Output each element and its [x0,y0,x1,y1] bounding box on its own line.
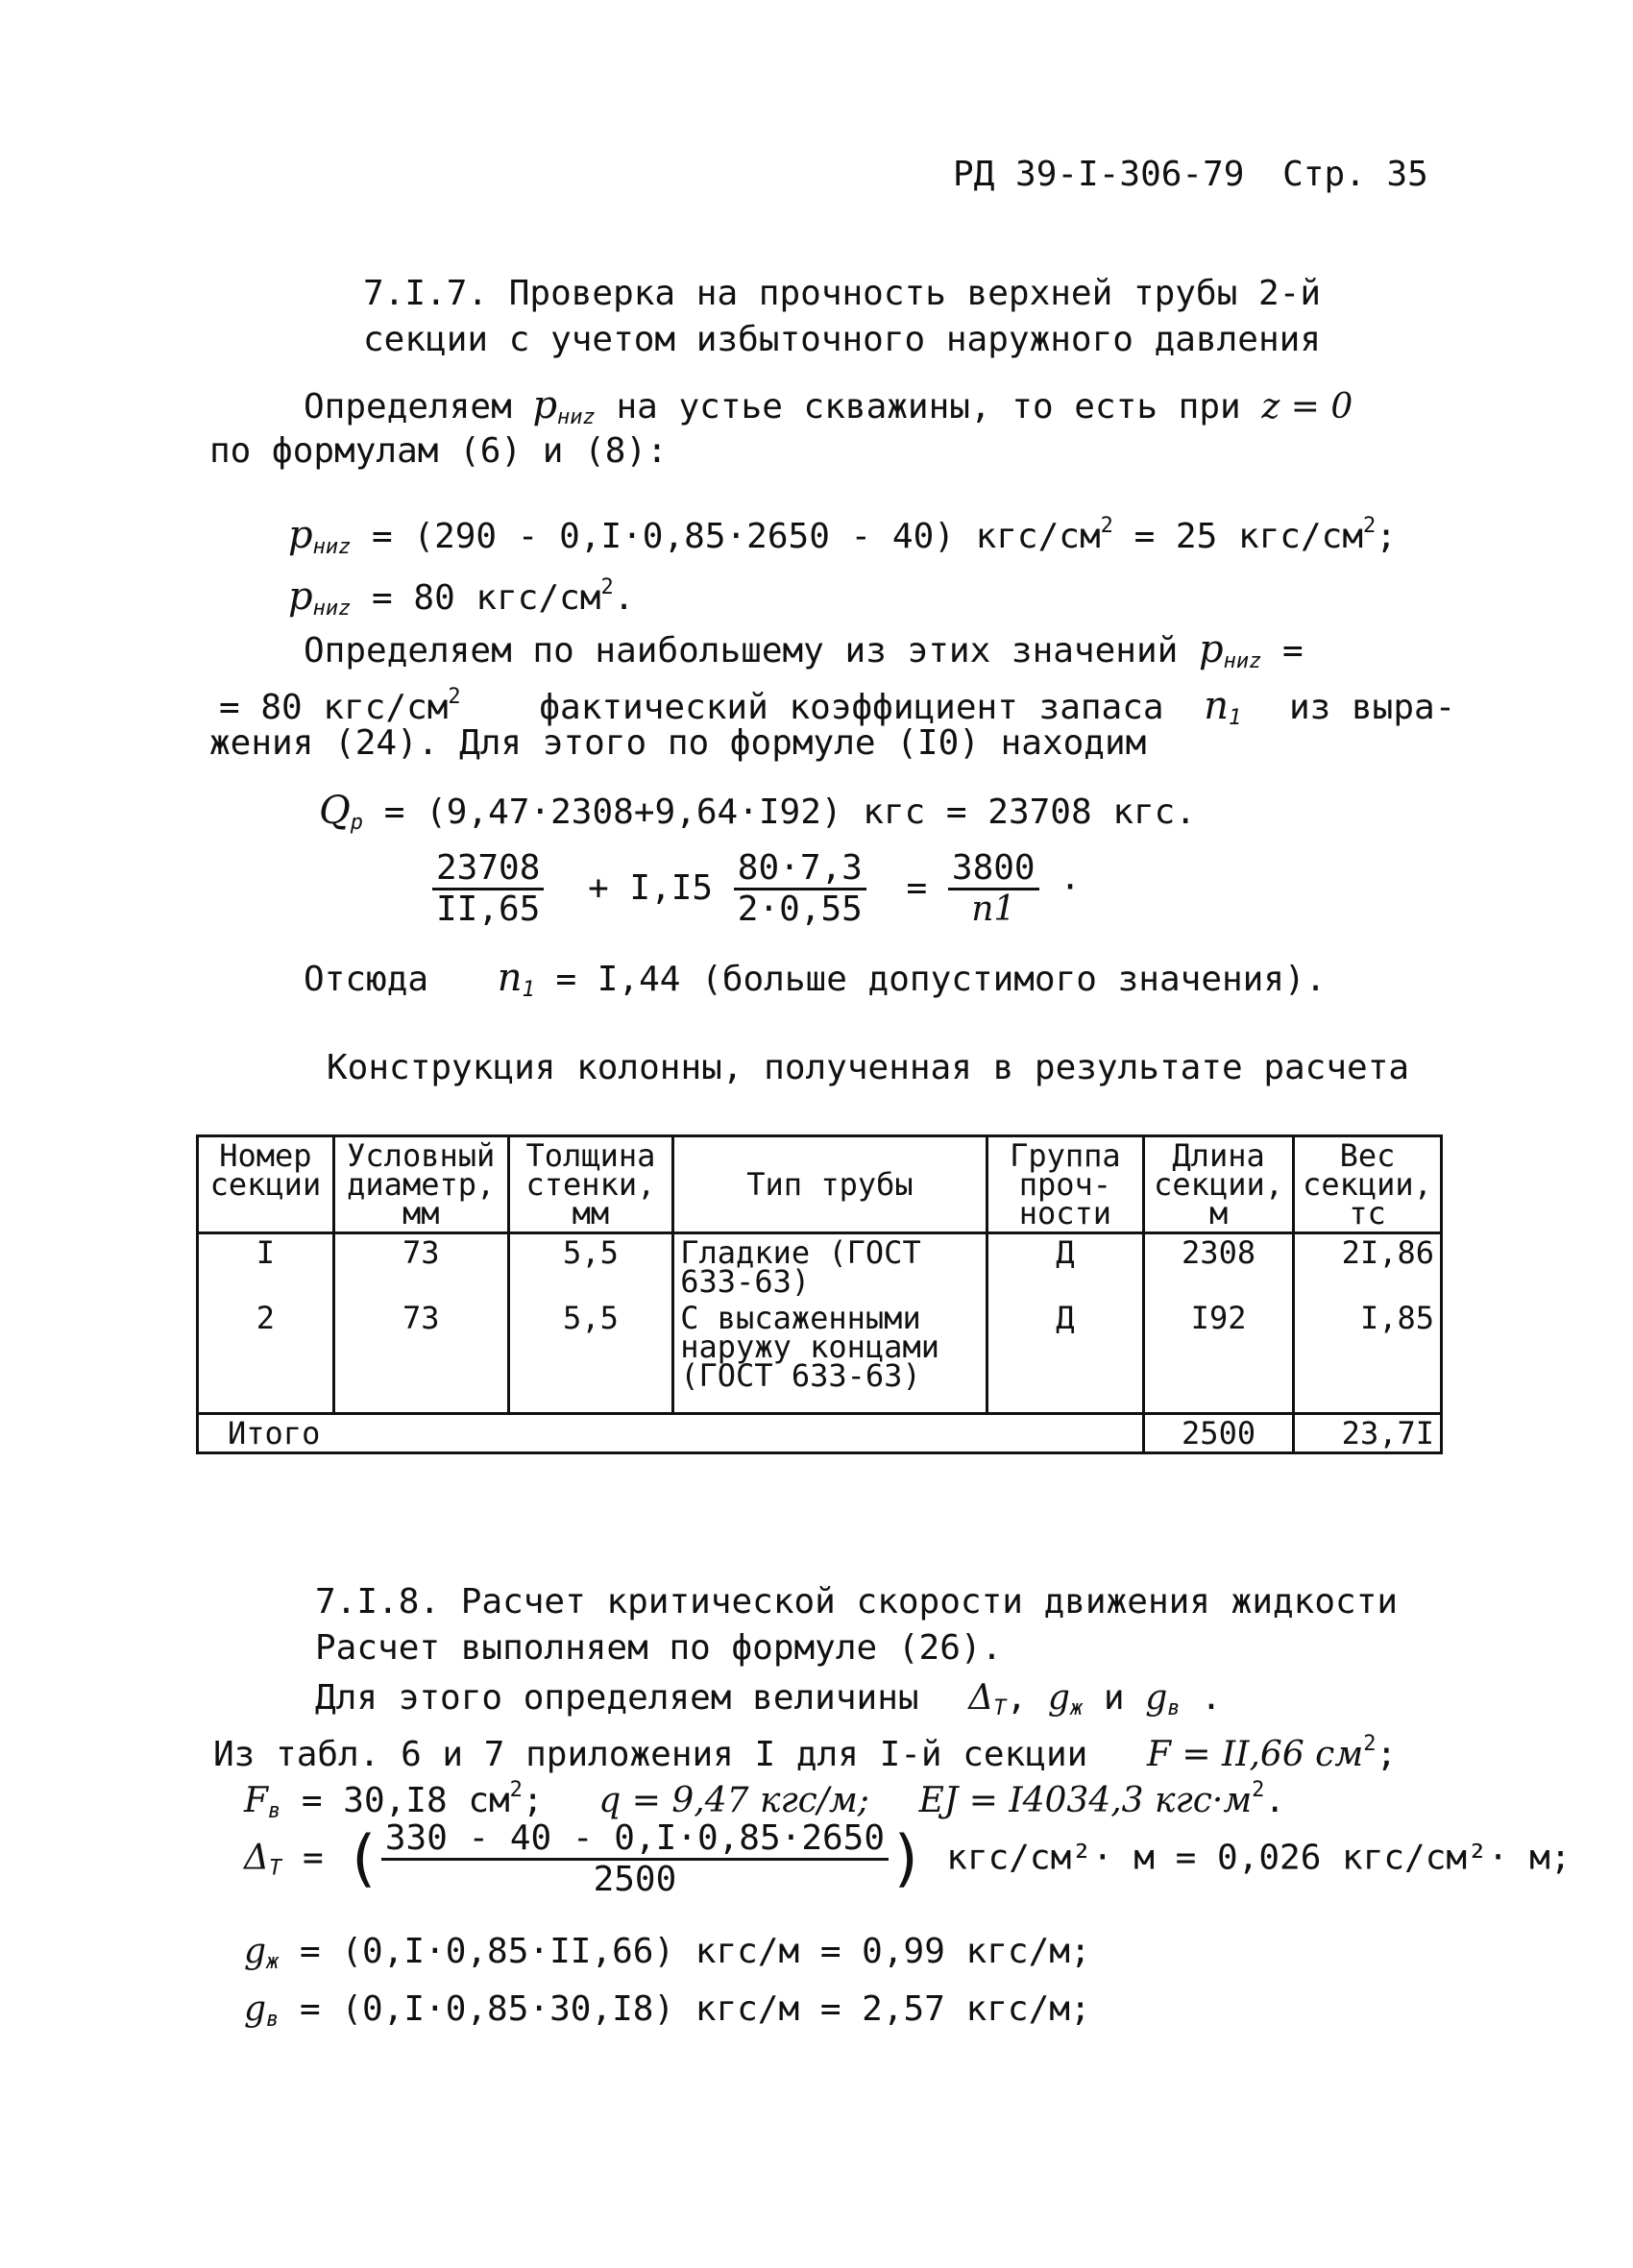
header-nominal-diameter: Условный диаметр, мм [333,1136,508,1233]
paragraph-safety-factor: = 80 кгс/$см^2$ фактический коэффициент запаса $n_1$ из выра- [219,684,1456,730]
table-row: 2 73 5,5 С высаженными наружу концами (ГОСТ 633-63) Д I92 I,85 [198,1300,1442,1413]
total-length: 2500 [1144,1413,1294,1452]
formula-delta-t: $\Delta_T$ = ( $\frac{330 - 40 - 0,I\cdot 0,85\cdot 2650}{2500}$ ) кгс/см²· м = 0,026 кгс/см²· м; [244,1818,1572,1899]
fraction-delta-t: $\frac{330 - 40 - 0,I\cdot 0,85\cdot 2650}{2500}$ [381,1819,889,1899]
formula-g-water: $g_в = (0,I\cdot 0,85\cdot 30,I8) кгс/м = 2,57$ кгс/м; [244,1989,1091,2032]
section-718-line4: $F_в = 30,I8$ $см^2$; q = 9,47 кгс/м; EJ = I4034,3 $кгс\cdot м^2$. [244,1778,1286,1823]
paragraph-formulas-ref: по формулам (6) и (8): [209,431,668,471]
formula-g-liquid: $g_ж = (0,I\cdot 0,85\cdot II,66) кгс/м = 0,99$ кгс/м; [244,1932,1091,1974]
header-wall-thickness: Толщина стенки, мм [508,1136,673,1233]
section-718-title: 7.I.8. Расчет критической скорости движения жидкости [315,1582,1399,1622]
section-718-line1: Расчет выполняем по формуле (26). [315,1628,1003,1668]
paragraph-greatest-value: Определяем по наибольшему из этих значений $p_{ниz}$ = [304,627,1304,673]
header-section-number: Номер секции [198,1136,334,1233]
paragraph-determine-pressure: Определяем $p_{ниz}$ на устье скважины, то есть при z = 0 [304,383,1353,429]
paragraph-expression-24: жения (24). Для этого по формуле (I0) находим [209,723,1147,763]
section-717-title-line2: секции с учетом избыточного наружного давления [363,320,1321,359]
section-718-line2: Для этого определяем величины $\Delta_T$, $g_ж$ и $g_в$ . [315,1678,1222,1720]
header-strength-group: Группа проч-ности [987,1136,1143,1233]
total-label: Итого [198,1413,1144,1452]
header-section-length: Длина секции, м [1144,1136,1294,1233]
fraction-load: $\frac{23708}{II,65}$ [432,849,544,929]
page-header [953,154,1428,196]
table-header-row [198,1136,1442,1233]
page-number: Стр. 35 [1282,155,1428,194]
fraction-pressure: $\frac{80\cdot 7,3}{2\cdot 0,55}$ [734,849,866,929]
table-caption: Конструкция колонны, полученная в результате расчета [327,1048,1410,1087]
header-pipe-type: Тип трубы [673,1136,987,1233]
formula-q: $Q_p = (9,47\cdot 2308+9,64\cdot I92)$ кгс = 23708 кгс. [319,789,1197,835]
result-line: Отсюда $n_1 = I,44$ (больше допустимого значения). [304,956,1327,1002]
formula-pressure-2: $p_{ниz} = 80$ кгс/$см^2$. [288,574,635,621]
formula-safety-fractions: $\frac{23708}{II,65}$ + I,I5 $\frac{80\cdot 7,3}{2\cdot 0,55}$ = $\frac{3800}{n1}$ · [432,849,1081,929]
fraction-result: $\frac{3800}{n1}$ [948,849,1039,929]
document-reference: РД 39-I-306-79 [953,155,1245,194]
total-weight: 23,7I [1294,1413,1442,1452]
section-717-title-line1: 7.I.7. Проверка на прочность верхней трубы 2-й [363,274,1321,313]
formula-pressure-1: $p_{ниz} = (290 - 0,I\cdot 0,85\cdot 2650 - 40) кгс/см^2 = 25$ кгс/$см^2$; [288,513,1397,559]
table-row: I 73 5,5 Гладкие (ГОСТ 633-63) Д 2308 2I,86 [198,1233,1442,1301]
section-718-line3: Из табл. 6 и 7 приложения I для I-й секции F = II,66 $см^2$; [213,1732,1398,1774]
casing-design-table [196,1134,1443,1454]
header-section-weight: Вес секции, тс [1294,1136,1442,1233]
table-total-row [198,1413,1442,1452]
